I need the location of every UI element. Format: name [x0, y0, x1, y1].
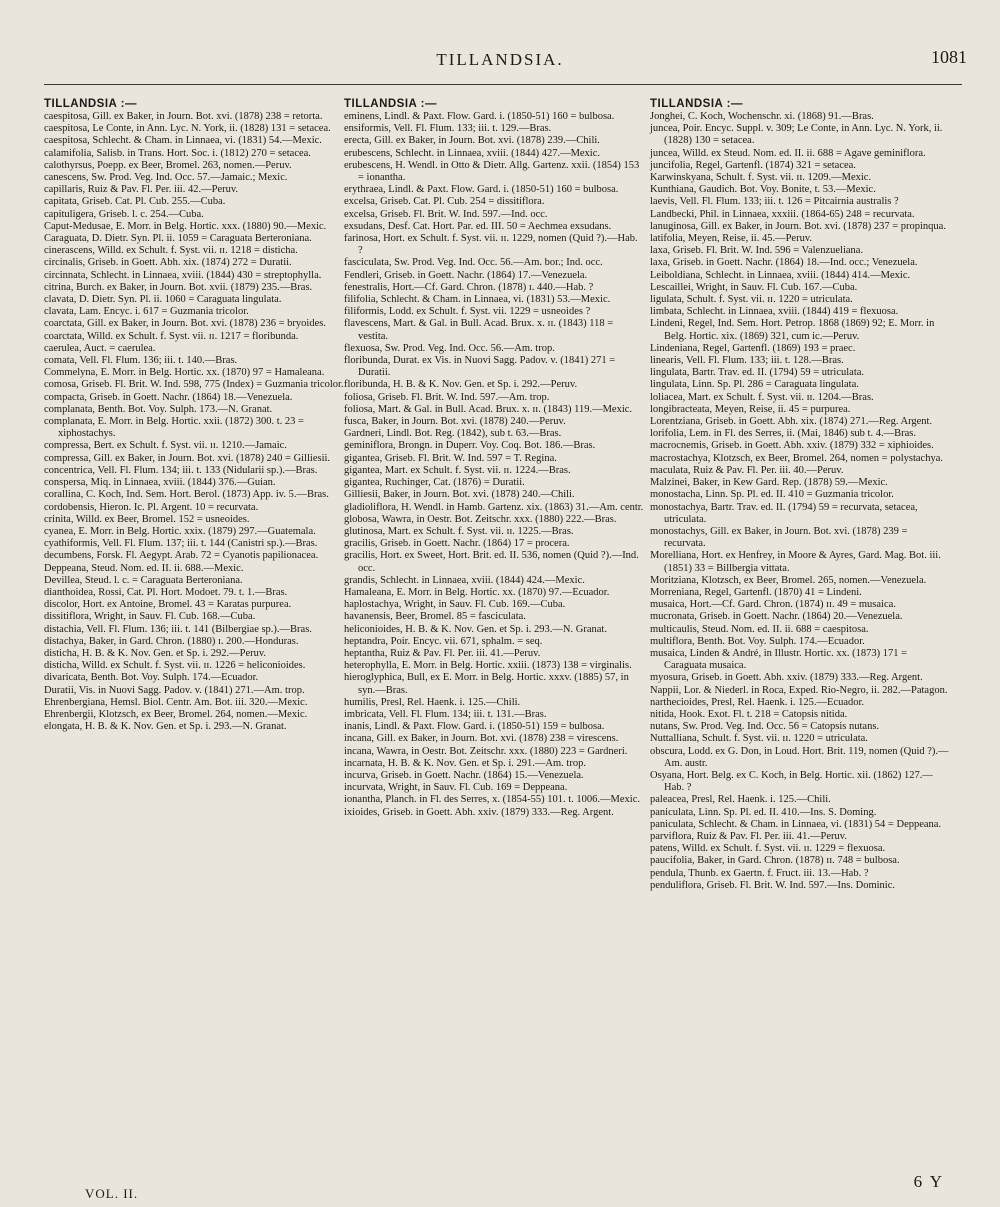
running-title: TILLANDSIA. [436, 50, 564, 69]
index-entry: juncea, Willd. ex Steud. Nom. ed. II. ii. 688 = Agave geminiflora. [650, 147, 926, 159]
index-entry: compressa, Bert. ex Schult. f. Syst. vii. ɪɪ. 1210.—Jamaic. [44, 440, 287, 452]
index-entry: Deppeana, Steud. Nom. ed. II. ii. 688.—Mexic. [44, 562, 244, 574]
index-entry: comata, Vell. Fl. Flum. 136; iii. t. 140.—Bras. [44, 355, 238, 367]
index-entry: excelsa, Griseb. Cat. Pl. Cub. 254 = dissitiflora. [344, 196, 545, 208]
index-entry: coarctata, Willd. ex Schult. f. Syst. vii. ɪɪ. 1217 = floribunda. [44, 330, 299, 342]
index-entry: cordobensis, Hieron. Ic. Pl. Argent. 10 = recurvata. [44, 501, 259, 513]
index-entry: inanis, Lindl. & Paxt. Flow. Gard. i. (1850-51) 159 = bulbosa. [344, 721, 605, 733]
index-entry: citrina, Burch. ex Baker, in Journ. Bot. xvii. (1879) 235.—Bras. [44, 281, 313, 293]
index-entry: incana, Wawra, in Oestr. Bot. Zeitschr. xxx. (1880) 223 = Gardneri. [344, 745, 628, 757]
index-entry: gracilis, Hort. ex Sweet, Hort. Brit. ed. II. 536, nomen (Quid ?).—Ind. occ. [344, 550, 639, 574]
index-entry: eminens, Lindl. & Paxt. Flow. Gard. i. (1850-51) 160 = bulbosa. [344, 111, 615, 122]
index-entry: cyanea, E. Morr. in Belg. Hortic. xxix. (1879) 297.—Guatemala. [44, 525, 316, 537]
index-entry: paucifolia, Baker, in Gard. Chron. (1878) ɪɪ. 748 = bulbosa. [650, 855, 900, 867]
index-entry: macrocnemis, Griseb. in Goett. Abh. xxiv. (1879) 332 = xiphioides. [650, 440, 934, 452]
index-entry: juncea, Poir. Encyc. Suppl. v. 309; Le Conte, in Ann. Lyc. N. York, ii. (1828) 130 = setacea. [650, 123, 943, 147]
index-entry: capillaris, Ruiz & Pav. Fl. Per. iii. 42.—Peruv. [44, 184, 239, 196]
index-entry: glutinosa, Mart. ex Schult. f. Syst. vii. ɪɪ. 1225.—Bras. [344, 525, 574, 537]
index-entry: complanata, E. Morr. in Belg. Hortic. xxii. (1872) 300. t. 23 = xiphostachys. [44, 416, 304, 440]
index-entry: gladioliflora, H. Wendl. in Hamb. Gartenz. xix. (1863) 31.—Am. centr. [344, 501, 644, 513]
index-entry: erubescens, H. Wendl. in Otto & Dietr. Allg. Gartenz. xxii. (1854) 153 = ionantha. [344, 159, 640, 184]
index-entry: penduliflora, Griseb. Fl. Brit. W. Ind. 597.—Ins. Dominic. [650, 879, 895, 891]
index-entry: Lindeni, Regel, Ind. Sem. Hort. Petrop. 1868 (1869) 92; E. Morr. in Belg. Hortic. xix. (1869) 321, cum ic.—Peruv. [650, 318, 935, 342]
index-entry: maculata, Ruiz & Pav. Fl. Per. iii. 40.—Peruv. [650, 464, 844, 476]
index-entry: circinalis, Griseb. in Goett. Abh. xix. (1874) 272 = Duratii. [44, 257, 292, 269]
index-entry: loliacea, Mart. ex Schult. f. Syst. vii. ɪɪ. 1204.—Bras. [650, 391, 874, 403]
index-entry: haplostachya, Wright, in Sauv. Fl. Cub. 169.—Cuba. [344, 599, 566, 611]
index-entry: paleacea, Presl, Rel. Haenk. i. 125.—Chili. [650, 794, 831, 806]
index-entry: Morreniana, Regel, Gartenfl. (1870) 41 = Lindeni. [650, 586, 862, 598]
index-entry: distachia, Vell. Fl. Flum. 136; iii. t. 141 (Bilbergiae sp.).—Bras. [44, 623, 312, 635]
index-entry: narthecioides, Presl, Rel. Haenk. i. 125.—Ecuador. [650, 696, 865, 708]
index-entry: filifolia, Schlecht. & Cham. in Linnaea, vi. (1831) 53.—Mexic. [344, 294, 611, 306]
index-entry: nutans, Sw. Prod. Veg. Ind. Occ. 56 = Catopsis nutans. [650, 721, 880, 733]
page-number: 1081 [931, 47, 967, 67]
index-entry: musaica, Hort.—Cf. Gard. Chron. (1874) ɪɪ. 49 = musaica. [650, 599, 896, 611]
index-entry: complanata, Benth. Bot. Voy. Sulph. 173.—N. Granat. [44, 403, 273, 415]
index-entry: heptandra, Poir. Encyc. vii. 671, sphalm. = seq. [344, 635, 543, 647]
index-entry: nitida, Hook. Exot. Fl. t. 218 = Catopsis nitida. [650, 708, 848, 720]
index-entry: clavata, D. Dietr. Syn. Pl. ii. 1060 = Caraguata lingulata. [44, 294, 282, 306]
index-entry: ligulata, Schult. f. Syst. vii. ɪɪ. 1220 = utriculata. [650, 294, 853, 306]
index-entry: circinnata, Schlecht. in Linnaea, xviii. (1844) 430 = streptophylla. [44, 269, 322, 281]
index-entry: Ehrenbergii, Klotzsch, ex Beer, Bromel. 264, nomen.—Mexic. [44, 708, 308, 720]
index-entry: canescens, Sw. Prod. Veg. Ind. Occ. 57.—Jamaic.; Mexic. [44, 172, 288, 184]
index-entry: laxa, Griseb. Fl. Brit. W. Ind. 596 = Valenzueliana. [650, 245, 864, 257]
index-entry: monostacha, Linn. Sp. Pl. ed. II. 410 = Guzmania tricolor. [650, 489, 894, 501]
index-entry: Moritziana, Klotzsch, ex Beer, Bromel. 265, nomen.—Venezuela. [650, 574, 927, 586]
index-entry: decumbens, Forsk. Fl. Aegypt. Arab. 72 = Cyanotis papilionacea. [44, 550, 319, 562]
index-entry: monostachya, Bartr. Trav. ed. II. (1794) 59 = recurvata, setacea, utriculata. [650, 501, 918, 525]
index-entry: incurva, Griseb. in Goett. Nachr. (1864) 15.—Venezuela. [344, 769, 584, 781]
index-entry: musaica, Linden & André, in Illustr. Hortic. xx. (1873) 171 = Caraguata musaica. [650, 647, 908, 672]
index-entry: lingulata, Linn. Sp. Pl. 286 = Caraguata lingulata. [650, 379, 859, 391]
index-entry: ionantha, Planch. in Fl. des Serres, x. (1854-55) 101. t. 1006.—Mexic. [344, 794, 640, 806]
index-entry: Nuttalliana, Schult. f. Syst. vii. ɪɪ. 1220 = utriculata. [650, 733, 868, 745]
index-entry: disticha, Willd. ex Schult. f. Syst. vii. ɪɪ. 1226 = heliconioides. [44, 660, 306, 672]
index-entry: lorifolia, Lem. in Fl. des Serres, ii. (Mai, 1846) sub t. 4.—Bras. [650, 428, 916, 440]
index-entry: havanensis, Beer, Bromel. 85 = fasciculata. [344, 611, 526, 623]
index-entry: Karwinskyana, Schult. f. Syst. vii. ɪɪ. 1209.—Mexic. [650, 172, 872, 184]
index-entry: lingulata, Bartr. Trav. ed. II. (1794) 59 = utriculata. [650, 367, 865, 379]
index-entry: Lindeniana, Regel, Gartenfl. (1869) 193 = praec. [650, 342, 856, 354]
index-entry: Malzinei, Baker, in Kew Gard. Rep. (1878) 59.—Mexic. [650, 477, 888, 489]
index-entry: Fendleri, Griseb. in Goett. Nachr. (1864) 17.—Venezuela. [344, 269, 588, 281]
index-entry: comosa, Griseb. Fl. Brit. W. Ind. 598, 775 (Index) = Guzmania tricolor. [44, 379, 344, 391]
index-entry: caerulea, Auct. = caerulea. [44, 342, 156, 354]
index-entry: capituligera, Griseb. l. c. 254.—Cuba. [44, 208, 204, 220]
index-entry: longibracteata, Meyen, Reise, ii. 45 = purpurea. [650, 403, 851, 415]
index-entry: Caraguata, D. Dietr. Syn. Pl. ii. 1059 = Caraguata Berteroniana. [44, 233, 312, 245]
index-entry: flexuosa, Sw. Prod. Veg. Ind. Occ. 56.—Am. trop. [344, 342, 555, 354]
index-entry: heliconioides, H. B. & K. Nov. Gen. et Sp. i. 293.—N. Granat. [344, 623, 607, 635]
index-entry: lanuginosa, Gill. ex Baker, in Journ. Bot. xvi. (1878) 237 = propinqua. [650, 220, 946, 232]
index-entry: Osyana, Hort. Belg. ex C. Koch, in Belg. Hortic. xii. (1862) 127.—Hab. ? [650, 769, 933, 794]
index-entry: heptantha, Ruiz & Pav. Fl. Per. iii. 41.—Peruv. [344, 647, 541, 659]
entry-list [44, 111, 344, 733]
index-entry: discolor, Hort. ex Antoine, Bromel. 43 = Karatas purpurea. [44, 599, 292, 611]
index-entry: paniculata, Linn. Sp. Pl. ed. II. 410.—Ins. S. Doming. [650, 806, 877, 818]
index-entry: conspersa, Miq. in Linnaea, xviii. (1844) 376.—Guian. [44, 477, 276, 489]
index-entry: pendula, Thunb. ex Gaertn. f. Fruct. iii. 13.—Hab. ? [650, 867, 869, 879]
index-entry: compressa, Gill. ex Baker, in Journ. Bot. xvi. (1878) 240 = Gilliesii. [44, 452, 331, 464]
index-entry: erubescens, Schlecht. in Linnaea, xviii. (1844) 427.—Mexic. [344, 147, 601, 159]
index-entry: flavescens, Mart. & Gal. in Bull. Acad. Brux. x. ɪɪ. (1843) 118 = vestita. [344, 318, 614, 342]
index-entry: caespitosa, Schlecht. & Cham. in Linnaea, vi. (1831) 54.—Mexic. [44, 135, 322, 147]
index-entry: disticha, H. B. & K. Nov. Gen. et Sp. i. 292.—Peruv. [44, 647, 267, 659]
index-entry: obscura, Lodd. ex G. Don, in Loud. Hort. Brit. 119, nomen (Quid ?).—Am. austr. [650, 745, 949, 769]
column-heading: TILLANDSIA :— [344, 98, 437, 110]
index-entry: clavata, Lam. Encyc. i. 617 = Guzmania tricolor. [44, 306, 249, 318]
index-entry: divaricata, Benth. Bot. Voy. Sulph. 174.—Ecuador. [44, 672, 259, 684]
index-entry: myosura, Griseb. in Goett. Abh. xxiv. (1879) 333.—Reg. Argent. [650, 672, 923, 684]
index-entry: fenestralis, Hort.—Cf. Gard. Chron. (1878) ɪ. 440.—Hab. ? [344, 281, 594, 293]
volume-signature: VOL. II. [85, 1186, 139, 1201]
index-entry: gigantea, Ruchinger, Cat. (1876) = Duratii. [344, 477, 525, 489]
index-entry: excelsa, Griseb. Fl. Brit. W. Ind. 597.—Ind. occ. [344, 208, 548, 220]
index-entry: paniculata, Schlecht. & Cham. in Linnaea, vi. (1831) 54 = Deppeana. [650, 818, 942, 830]
column-1 [44, 97, 344, 733]
index-entry: elongata, H. B. & K. Nov. Gen. et Sp. i. 293.—N. Granat. [44, 721, 287, 733]
index-entry: hieroglyphica, Bull, ex E. Morr. in Belg. Hortic. xxxv. (1885) 57, in syn.—Bras. [344, 672, 629, 696]
index-entry: coarctata, Gill. ex Baker, in Journ. Bot. xvi. (1878) 236 = bryoides. [44, 318, 326, 330]
index-entry: Kunthiana, Gaudich. Bot. Voy. Bonite, t. 53.—Mexic. [650, 184, 876, 196]
index-entry: grandis, Schlecht. in Linnaea, xviii. (1844) 424.—Mexic. [344, 574, 585, 586]
index-entry: capitata, Griseb. Cat. Pl. Cub. 255.—Cuba. [44, 196, 226, 208]
entry-list [650, 111, 950, 892]
index-entry: multiflora, Benth. Bot. Voy. Sulph. 174.—Ecuador. [650, 635, 865, 647]
index-entry: Commelyna, E. Morr. in Belg. Hortic. xx. (1870) 97 = Hamaleana. [44, 367, 325, 379]
index-entry: filiformis, Lodd. ex Schult. f. Syst. vii. 1229 = usneoides ? [344, 306, 591, 318]
index-entry: calamifolia, Salisb. in Trans. Hort. Soc. i. (1812) 270 = setacea. [44, 147, 311, 159]
index-entry: cyathiformis, Vell. Fl. Flum. 137; iii. t. 144 (Canistri sp.).—Bras. [44, 538, 318, 550]
index-entry: monostachys, Gill. ex Baker, in Journ. Bot. xvi. (1878) 239 = recurvata. [650, 525, 908, 550]
index-entry: concentrica, Vell. Fl. Flum. 134; iii. t. 133 (Nidularii sp.).—Bras. [44, 464, 318, 476]
column-heading: TILLANDSIA :— [44, 98, 137, 110]
index-entry: latifolia, Meyen, Reise, ii. 45.—Peruv. [650, 233, 813, 245]
index-entry: fasciculata, Sw. Prod. Veg. Ind. Occ. 56.—Am. bor.; Ind. occ. [344, 257, 603, 269]
index-entry: linearis, Vell. Fl. Flum. 133; iii. t. 128.—Bras. [650, 355, 844, 367]
index-entry: compacta, Griseb. in Goett. Nachr. (1864) 18.—Venezuela. [44, 391, 293, 403]
sheet-mark: 6 Y [913, 1172, 944, 1191]
index-entry: erythraea, Lindl. & Paxt. Flow. Gard. i. (1850-51) 160 = bulbosa. [344, 184, 619, 196]
index-entry: distachya, Baker, in Gard. Chron. (1880) ɪ. 200.—Honduras. [44, 635, 299, 647]
index-entry: Devillea, Steud. l. c. = Caraguata Berteroniana. [44, 574, 243, 586]
index-entry: caespitosa, Le Conte, in Ann. Lyc. N. York, ii. (1828) 131 = setacea. [44, 123, 331, 135]
index-entry: incana, Gill. ex Baker, in Journ. Bot. xvi. (1878) 238 = virescens. [344, 733, 619, 745]
index-entry: Nappii, Lor. & Niederl. in Roca, Exped. Rio-Negro, ii. 282.—Patagon. [650, 684, 948, 696]
index-entry: exsudans, Desf. Cat. Hort. Par. ed. III. 50 = Aechmea exsudans. [344, 220, 612, 232]
index-entry: limbata, Schlecht. in Linnaea, xviii. (1844) 419 = flexuosa. [650, 306, 899, 318]
index-entry: macrostachya, Klotzsch, ex Beer, Bromel. 264, nomen = polystachya. [650, 452, 944, 464]
index-entry: laxa, Griseb. in Goett. Nachr. (1864) 18.—Ind. occ.; Venezuela. [650, 257, 918, 269]
index-entry: Gardneri, Lindl. Bot. Reg. (1842), sub t. 63.—Bras. [344, 428, 562, 440]
index-entry: floribunda, H. B. & K. Nov. Gen. et Sp. i. 292.—Peruv. [344, 379, 578, 391]
entry-list [344, 111, 644, 819]
index-entry: farinosa, Hort. ex Schult. f. Syst. vii. ɪɪ. 1229, nomen (Quid ?).—Hab. ? [344, 233, 638, 257]
index-entry: Leiboldiana, Schlecht. in Linnaea, xviii. (1844) 414.—Mexic. [650, 269, 911, 281]
index-entry: foliosa, Mart. & Gal. in Bull. Acad. Brux. x. ɪɪ. (1843) 119.—Mexic. [344, 403, 633, 415]
column-3 [650, 97, 950, 892]
index-entry: foliosa, Griseb. Fl. Brit. W. Ind. 597.—Am. trop. [344, 391, 550, 403]
index-entry: corallina, C. Koch, Ind. Sem. Hort. Berol. (1873) App. iv. 5.—Bras. [44, 489, 329, 501]
index-entry: parviflora, Ruiz & Pav. Fl. Per. iii. 41.—Peruv. [650, 830, 847, 842]
index-entry: crinita, Willd. ex Beer, Bromel. 152 = usneoides. [44, 513, 250, 525]
index-entry: Duratii, Vis. in Nuovi Sagg. Padov. v. (1841) 271.—Am. trop. [44, 684, 305, 696]
header-rule [44, 84, 962, 85]
index-entry: heterophylla, E. Morr. in Belg. Hortic. xxiii. (1873) 138 = virginalis. [344, 660, 632, 672]
index-entry: Landbecki, Phil. in Linnaea, xxxiii. (1864-65) 248 = recurvata. [650, 208, 915, 220]
index-entry: ixioides, Griseb. in Goett. Abh. xxiv. (1879) 333.—Reg. Argent. [344, 806, 614, 818]
index-entry: incurvata, Wright, in Sauv. Fl. Cub. 169 = Deppeana. [344, 782, 568, 794]
column-heading: TILLANDSIA :— [650, 98, 743, 110]
index-entry: ensiformis, Vell. Fl. Flum. 133; iii. t. 129.—Bras. [344, 123, 552, 135]
index-entry: cinerascens, Willd. ex Schult. f. Syst. vii. ɪɪ. 1218 = disticha. [44, 245, 298, 257]
index-entry: dissitiflora, Wright, in Sauv. Fl. Cub. 168.—Cuba. [44, 611, 256, 623]
index-entry: dianthoidea, Rossi, Cat. Pl. Hort. Modoet. 79. t. 1.—Bras. [44, 586, 288, 598]
index-entry: laevis, Vell. Fl. Flum. 133; iii. t. 126 = Pitcairnia australis ? [650, 196, 899, 208]
index-entry: imbricata, Vell. Fl. Flum. 134; iii. t. 131.—Bras. [344, 708, 547, 720]
index-entry: calothyrsus, Poepp. ex Beer, Bromel. 263, nomen.—Peruv. [44, 159, 292, 171]
index-entry: caespitosa, Gill. ex Baker, in Journ. Bot. xvi. (1878) 238 = retorta. [44, 111, 323, 122]
index-entry: Morelliana, Hort. ex Henfrey, in Moore & Ayres, Gard. Mag. Bot. iii. (1851) 33 = Billbergia vittata. [650, 550, 941, 574]
index-entry: Lescaillei, Wright, in Sauv. Fl. Cub. 167.—Cuba. [650, 281, 858, 293]
index-entry: Lorentziana, Griseb. in Goett. Abh. xix. (1874) 271.—Reg. Argent. [650, 416, 933, 428]
index-entry: globosa, Wawra, in Oestr. Bot. Zeitschr. xxx. (1880) 222.—Bras. [344, 513, 617, 525]
index-entry: Hamaleana, E. Morr. in Belg. Hortic. xx. (1870) 97.—Ecuador. [344, 586, 610, 598]
index-entry: gigantea, Griseb. Fl. Brit. W. Ind. 597 = T. Regina. [344, 452, 557, 464]
index-entry: Caput-Medusae, E. Morr. in Belg. Hortic. xxx. (1880) 90.—Mexic. [44, 220, 327, 232]
index-entry: fusca, Baker, in Journ. Bot. xvi. (1878) 240.—Peruv. [344, 416, 566, 428]
index-entry: Jonghei, C. Koch, Wochenschr. xi. (1868) 91.—Bras. [650, 111, 874, 122]
index-entry: erecta, Gill. ex Baker, in Journ. Bot. xvi. (1878) 239.—Chili. [344, 135, 600, 147]
index-entry: Ehrenbergiana, Hemsl. Biol. Centr. Am. Bot. iii. 320.—Mexic. [44, 696, 308, 708]
index-entry: gracilis, Griseb. in Goett. Nachr. (1864) 17 = procera. [344, 538, 570, 550]
index-entry: multicaulis, Steud. Nom. ed. II. ii. 688 = caespitosa. [650, 623, 869, 635]
index-entry: Gilliesii, Baker, in Journ. Bot. xvi. (1878) 240.—Chili. [344, 489, 575, 501]
index-entry: humilis, Presl, Rel. Haenk. i. 125.—Chili. [344, 696, 521, 708]
index-entry: geminiflora, Brongn. in Duperr. Voy. Coq. Bot. 186.—Bras. [344, 440, 596, 452]
index-entry: incarnata, H. B. & K. Nov. Gen. et Sp. i. 291.—Am. trop. [344, 757, 586, 769]
index-entry: mucronata, Griseb. in Goett. Nachr. (1864) 20.—Venezuela. [650, 611, 903, 623]
column-2 [344, 97, 644, 819]
index-entry: floribunda, Durat. ex Vis. in Nuovi Sagg. Padov. v. (1841) 271 = Duratii. [344, 355, 616, 379]
index-entry: juncifolia, Regel, Gartenfl. (1874) 321 = setacea. [650, 159, 856, 171]
index-entry: gigantea, Mart. ex Schult. f. Syst. vii. ɪɪ. 1224.—Bras. [344, 464, 571, 476]
index-entry: patens, Willd. ex Schult. f. Syst. vii. ɪɪ. 1229 = flexuosa. [650, 843, 886, 855]
